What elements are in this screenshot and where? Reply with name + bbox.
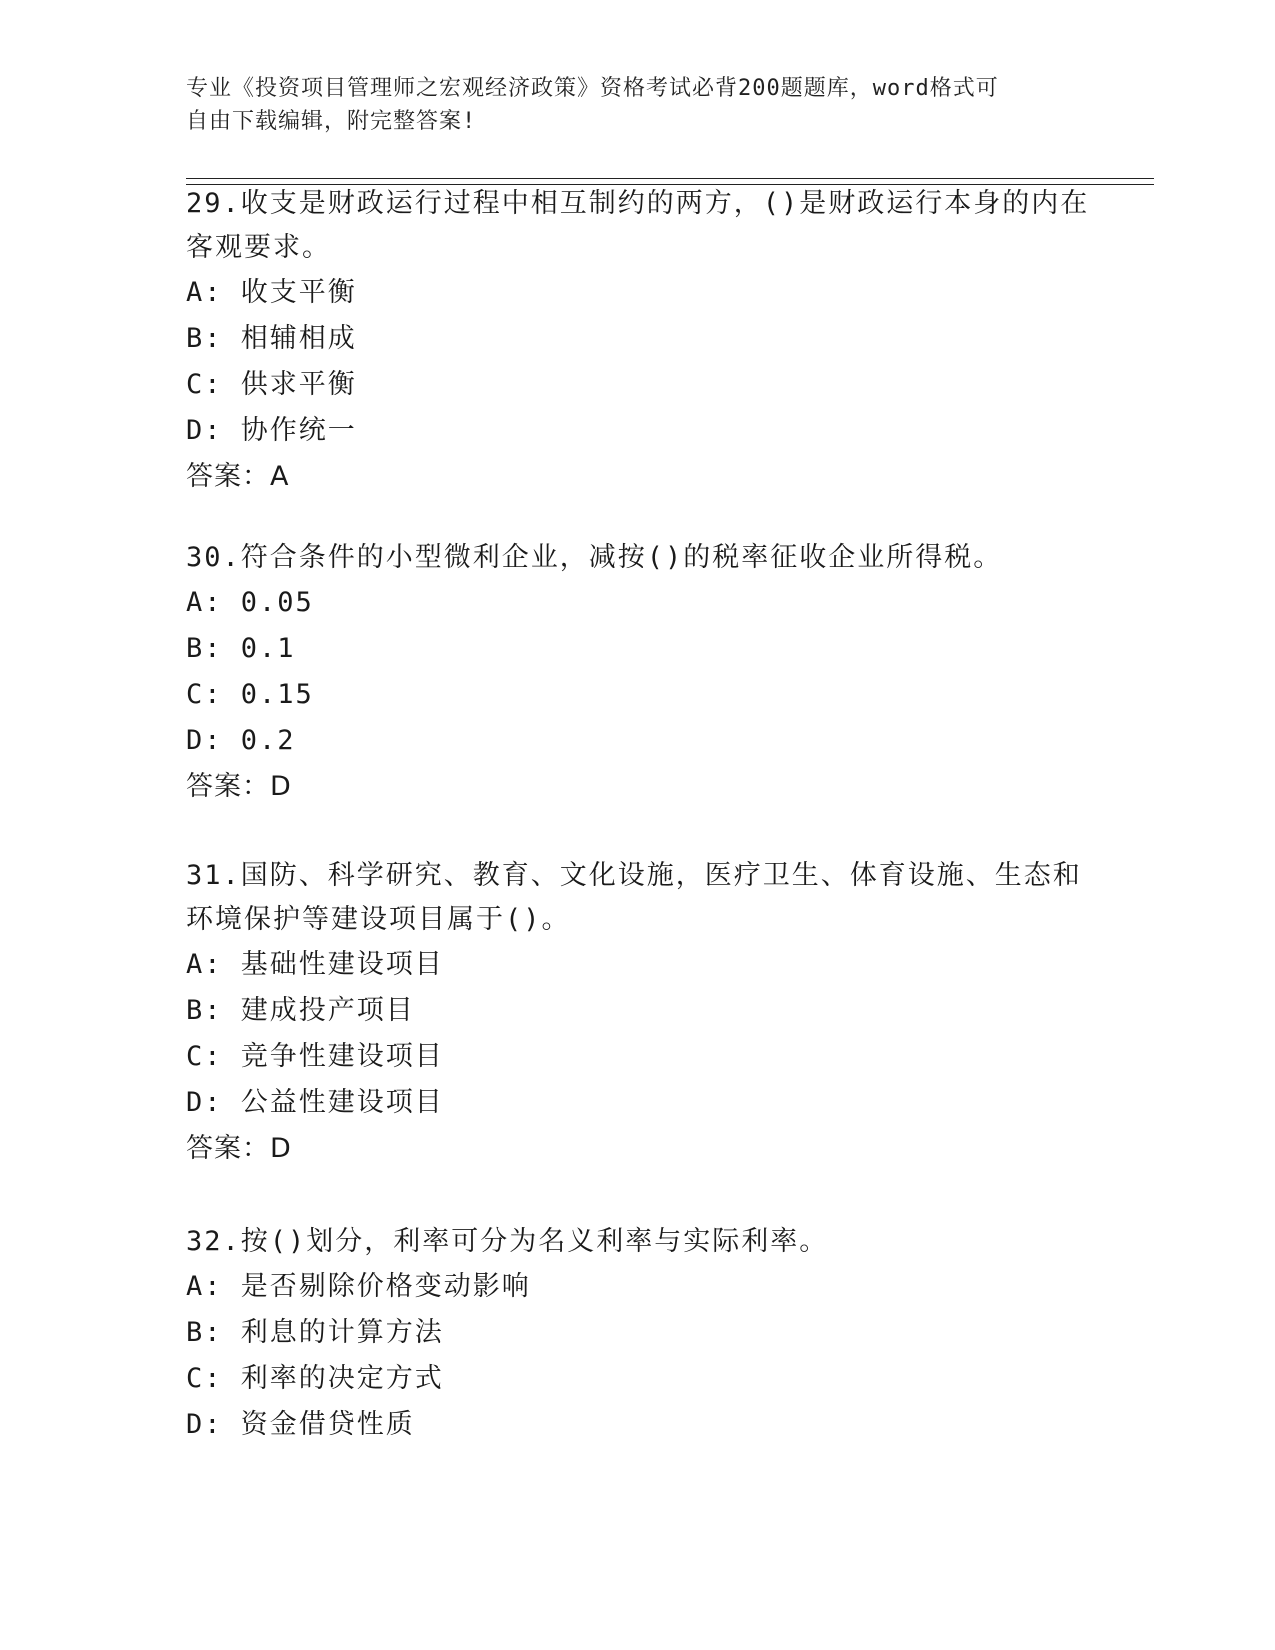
- option-a: A: 基础性建设项目: [186, 949, 444, 980]
- header-line-2: 自由下载编辑，附完整答案!: [186, 109, 477, 134]
- option-c: C: 0.15: [186, 679, 314, 710]
- option-c: C: 竞争性建设项目: [186, 1041, 444, 1072]
- option-c: C: 供求平衡: [186, 369, 357, 400]
- option-b: B: 相辅相成: [186, 323, 357, 354]
- header-divider-top: [186, 178, 1154, 179]
- answer: 答案：D: [186, 1133, 292, 1164]
- option-a: A: 是否剔除价格变动影响: [186, 1271, 531, 1302]
- question-30: [186, 536, 1086, 810]
- document-header: [186, 72, 1086, 138]
- question-stem-line: 29.收支是财政运行过程中相互制约的两方，()是财政运行本身的内在: [186, 188, 1090, 219]
- option-b: B: 0.1: [186, 633, 296, 664]
- question-stem-line: 环境保护等建设项目属于()。: [186, 904, 571, 935]
- option-d: D: 0.2: [186, 725, 296, 756]
- option-a: A: 0.05: [186, 587, 314, 618]
- option-d: D: 协作统一: [186, 415, 357, 446]
- answer: 答案：A: [186, 461, 290, 492]
- question-stem-line: 客观要求。: [186, 232, 331, 263]
- question-32: [186, 1220, 1086, 1448]
- question-stem-line: 30.符合条件的小型微利企业，减按()的税率征收企业所得税。: [186, 542, 1003, 573]
- option-c: C: 利率的决定方式: [186, 1363, 444, 1394]
- header-line-1: 专业《投资项目管理师之宏观经济政策》资格考试必背200题题库，word格式可: [186, 76, 999, 101]
- question-stem-line: 32.按()划分，利率可分为名义利率与实际利率。: [186, 1226, 829, 1257]
- option-d: D: 公益性建设项目: [186, 1087, 444, 1118]
- answer: 答案：D: [186, 771, 292, 802]
- option-b: B: 建成投产项目: [186, 995, 415, 1026]
- question-stem-line: 31.国防、科学研究、教育、文化设施，医疗卫生、体育设施、生态和: [186, 860, 1082, 891]
- option-b: B: 利息的计算方法: [186, 1317, 444, 1348]
- option-a: A: 收支平衡: [186, 277, 357, 308]
- question-29: [186, 182, 1090, 500]
- question-31: [186, 854, 1086, 1172]
- option-d: D: 资金借贷性质: [186, 1409, 415, 1440]
